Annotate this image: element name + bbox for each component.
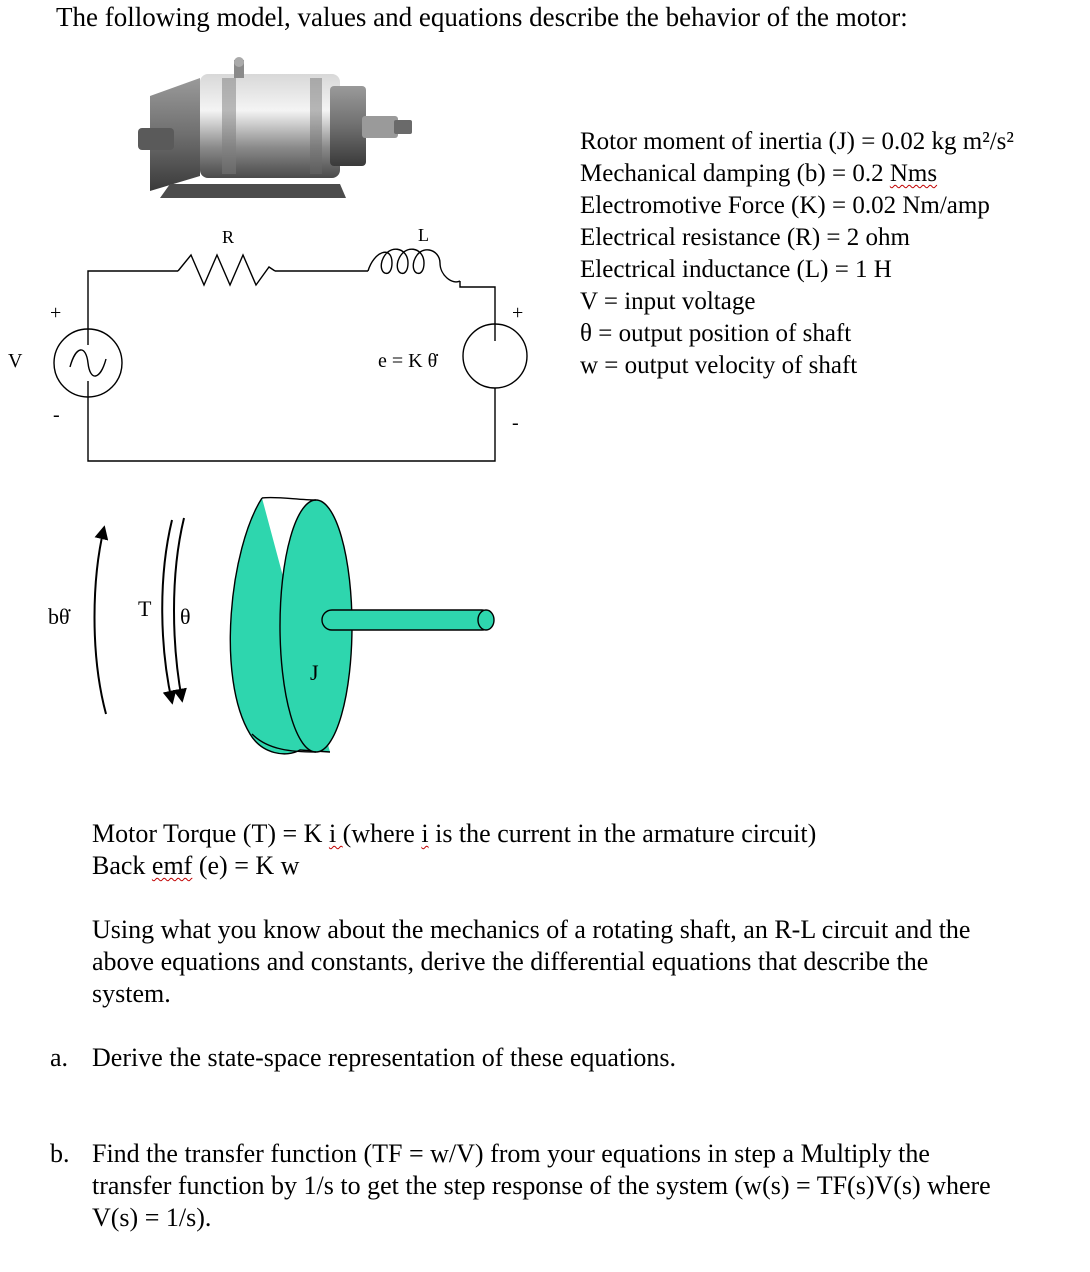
question-a-text: Derive the state-space representation of these equations.: [92, 1043, 677, 1072]
circuit-diagram: [0, 215, 560, 475]
resistor-symbol: [178, 255, 275, 285]
torque-label: T: [138, 596, 152, 621]
param-position: θ = output position of shaft: [580, 320, 852, 347]
param-damping: Mechanical damping (b) = 0.2 Nms: [580, 160, 938, 187]
damping-label: bθ̇: [48, 604, 70, 629]
param-inertia: Rotor moment of inertia (J) = 0.02 kg m²/s²: [580, 128, 1014, 155]
inductor-symbol: [368, 249, 460, 282]
torque-arrow: [162, 520, 172, 702]
mechanical-model: [30, 478, 530, 770]
question-a: [50, 1042, 1010, 1082]
intro-text: The following model, values and equations describe the behavior of the motor:: [56, 2, 908, 32]
wire-right: [460, 281, 495, 341]
motor-photo: [130, 56, 420, 206]
emf-equation: Back emf (e) = K w: [92, 851, 300, 880]
inductor-label: L: [418, 225, 429, 245]
param-resistance: Electrical resistance (R) = 2 ohm: [580, 224, 910, 251]
sine-icon: [70, 350, 106, 376]
question-b-text: Find the transfer function (TF = w/V) from your equations in step a Multiply the transfer function by 1/s to get the step response of the system (w(s) = TF(s)V(s) where V(s) = 1/s).: [92, 1139, 991, 1232]
motor-plus: +: [512, 302, 524, 324]
param-inductance: Electrical inductance (L) = 1 H: [580, 256, 892, 283]
inertia-label: J: [310, 660, 319, 685]
source-plus: +: [50, 302, 62, 324]
wire-bottom: [88, 381, 495, 461]
motor-minus: -: [512, 412, 519, 434]
theta-label: θ: [180, 604, 191, 629]
wire-left: [88, 271, 178, 345]
torque-equation: Motor Torque (T) = K i (where i is the current in the armature circuit): [92, 819, 817, 848]
motor-equations: [92, 818, 816, 882]
instructions-paragraph: Using what you know about the mechanics of a rotating shaft, an R-L circuit and the above equations and constants, derive the differential equations that describe the system.: [92, 915, 971, 1008]
param-velocity: w = output velocity of shaft: [580, 352, 858, 379]
parameter-list: [580, 126, 1014, 382]
voltage-label: V: [8, 350, 23, 372]
question-a-marker: a.: [50, 1043, 69, 1072]
param-voltage: V = input voltage: [580, 288, 756, 315]
param-emf: Electromotive Force (K) = 0.02 Nm/amp: [580, 192, 990, 219]
emf-label: e = K θ̇: [378, 350, 438, 372]
resistor-label: R: [222, 227, 235, 247]
question-b: [50, 1138, 1010, 1248]
source-minus: -: [53, 404, 60, 426]
question-b-marker: b.: [50, 1139, 70, 1168]
shaft: [322, 610, 492, 630]
damping-arrow: [95, 528, 107, 714]
